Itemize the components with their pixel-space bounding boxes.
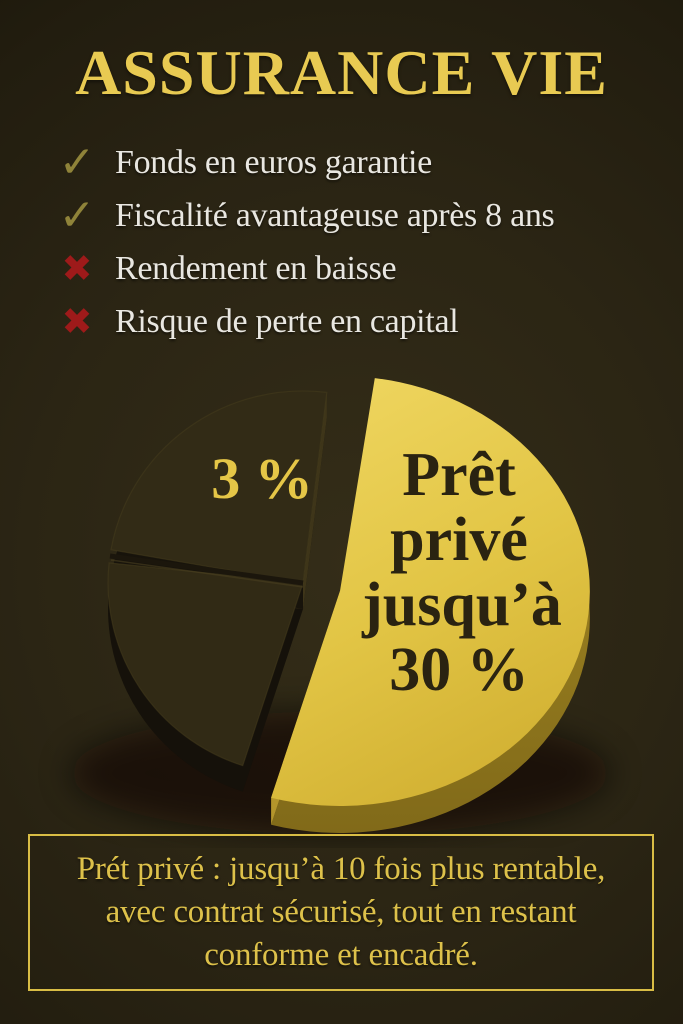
pie-label-3pct: 3 % [211,446,313,511]
feature-text: Fonds en euros garantie [115,143,432,181]
page-title: ASSURANCE VIE [75,37,608,108]
footer-line: Prét privé : jusqu’à 10 fois plus rentable, [76,851,606,888]
cross-icon: ✖ [61,300,93,343]
footer-box [28,834,654,991]
cross-icon: ✖ [61,247,93,290]
pie-label-pret-line2: privé [390,506,528,574]
feature-text: Rendement en baisse [115,249,397,287]
check-icon: ✓ [58,189,96,241]
check-icon: ✓ [58,136,96,188]
footer-line: conforme et encadré. [204,936,478,973]
list-item [54,242,683,295]
list-item [54,189,683,242]
footer-line: avec contrat sécurisé, tout en restant [105,894,577,931]
pie-chart [0,353,683,848]
pie-label-pret-line3: jusqu’à [362,571,562,639]
pie-label-pret-line4: 30 % [389,636,529,704]
list-item [54,295,683,348]
feature-text: Fiscalité avantageuse après 8 ans [115,196,555,234]
feature-text: Risque de perte en capital [115,302,459,340]
feature-list [54,136,683,348]
list-item [54,136,683,189]
pie-label-pret-line1: Prêt [402,441,516,509]
